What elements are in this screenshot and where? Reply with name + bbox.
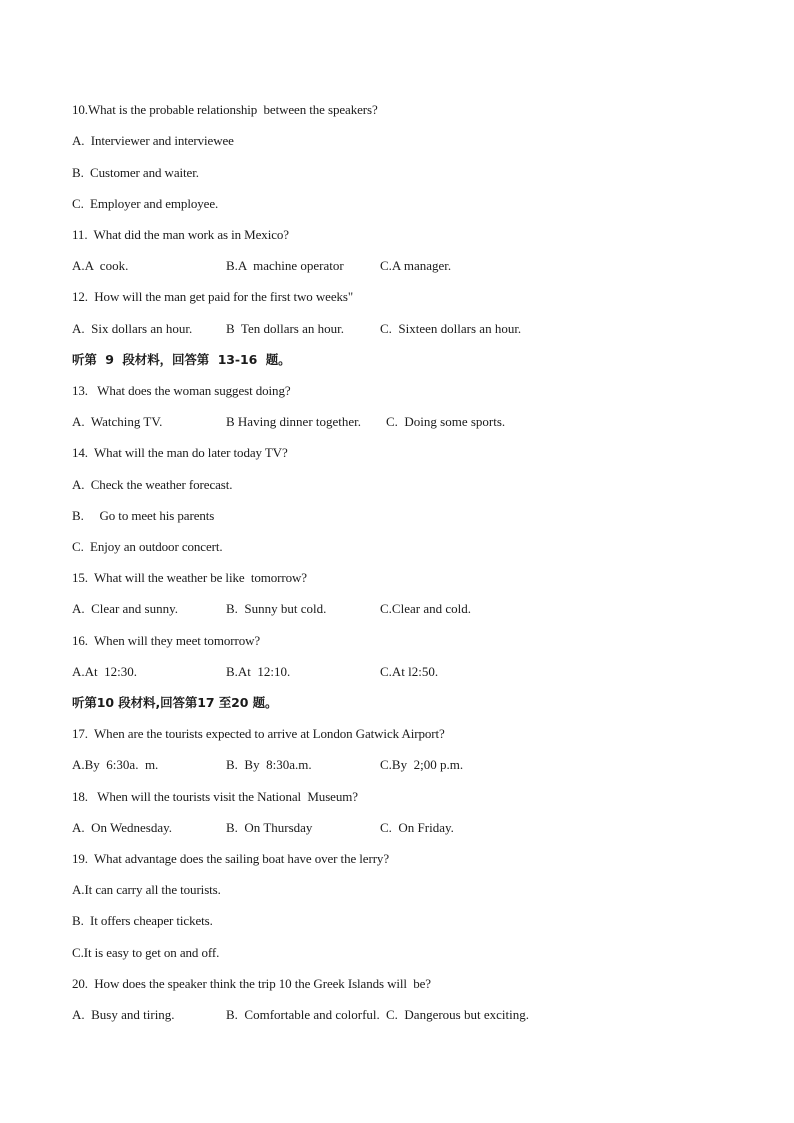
question-14-option-a: A. Check the weather forecast. <box>72 477 233 492</box>
question-16-option-a: A.At 12:30. <box>72 664 137 679</box>
question-19-option-a: A.It can carry all the tourists. <box>72 882 221 897</box>
question-14-option-c: C. Enjoy an outdoor concert. <box>72 539 223 554</box>
question-11-option-b: B.A machine operator <box>226 258 344 273</box>
question-18-option-a: A. On Wednesday. <box>72 820 173 835</box>
question-20-option-a: A. Busy and tiring. <box>72 1007 175 1022</box>
question-15-option-c: C.Clear and cold. <box>380 601 471 616</box>
question-11-option-a: A.A cook. <box>72 258 129 273</box>
question-15-option-b: B. Sunny but cold. <box>226 601 327 616</box>
question-18-prompt: 18. When will the tourists visit the National Museum? <box>72 789 358 804</box>
question-11-option-c: C.A manager. <box>380 258 452 273</box>
question-12-option-c: C. Sixteen dollars an hour. <box>380 321 522 336</box>
question-12-option-b: B Ten dollars an hour. <box>226 321 345 336</box>
question-15-option-a: A. Clear and sunny. <box>72 601 179 616</box>
question-15-prompt: 15. What will the weather be like tomorrow? <box>72 570 307 585</box>
question-10-option-a: A. Interviewer and interviewee <box>72 133 234 148</box>
question-10-option-c: C. Employer and employee. <box>72 196 219 211</box>
question-16-prompt: 16. When will they meet tomorrow? <box>72 633 261 648</box>
question-19-option-c: C.It is easy to get on and off. <box>72 945 220 960</box>
question-18-option-b: B. On Thursday <box>226 820 313 835</box>
question-20-prompt: 20. How does the speaker think the trip 10 the Greek Islands will be? <box>72 976 431 991</box>
question-10-prompt: 10.What is the probable relationship between the speakers? <box>72 102 378 117</box>
question-13-option-c: C. Doing some sports. <box>386 414 506 429</box>
question-18-option-c: C. On Friday. <box>380 820 454 835</box>
section-heading-10: 听第10 段材料,回答第17 至20 题。 <box>72 695 278 710</box>
question-17-prompt: 17. When are the tourists expected to arrive at London Gatwick Airport? <box>72 726 445 741</box>
question-14-option-b: B. Go to meet his parents <box>72 508 215 523</box>
question-12-prompt: 12. How will the man get paid for the first two weeks" <box>72 289 354 304</box>
question-16-option-b: B.At 12:10. <box>226 664 291 679</box>
question-17-option-a: A.By 6:30a. m. <box>72 757 159 772</box>
question-10-option-b: B. Customer and waiter. <box>72 165 199 180</box>
question-20-option-c: C. Dangerous but exciting. <box>386 1007 529 1022</box>
question-13-option-a: A. Watching TV. <box>72 414 163 429</box>
question-12-option-a: A. Six dollars an hour. <box>72 321 193 336</box>
section-heading-9: 听第 9 段材料，回答第 13-16 题。 <box>72 352 291 367</box>
question-17-option-b: B. By 8:30a.m. <box>226 757 312 772</box>
question-16-option-c: C.At l2:50. <box>380 664 439 679</box>
question-11-prompt: 11. What did the man work as in Mexico? <box>72 227 289 242</box>
question-19-option-b: B. It offers cheaper tickets. <box>72 913 213 928</box>
question-14-prompt: 14. What will the man do later today TV? <box>72 445 288 460</box>
question-17-option-c: C.By 2;00 p.m. <box>380 757 464 772</box>
question-19-prompt: 19. What advantage does the sailing boat have over the lerry? <box>72 851 389 866</box>
question-20-options <box>72 1007 529 1087</box>
question-13-option-b: B Having dinner together. <box>226 414 362 429</box>
question-13-prompt: 13. What does the woman suggest doing? <box>72 383 291 398</box>
question-20-option-b: B. Comfortable and colorful. <box>226 1007 380 1022</box>
